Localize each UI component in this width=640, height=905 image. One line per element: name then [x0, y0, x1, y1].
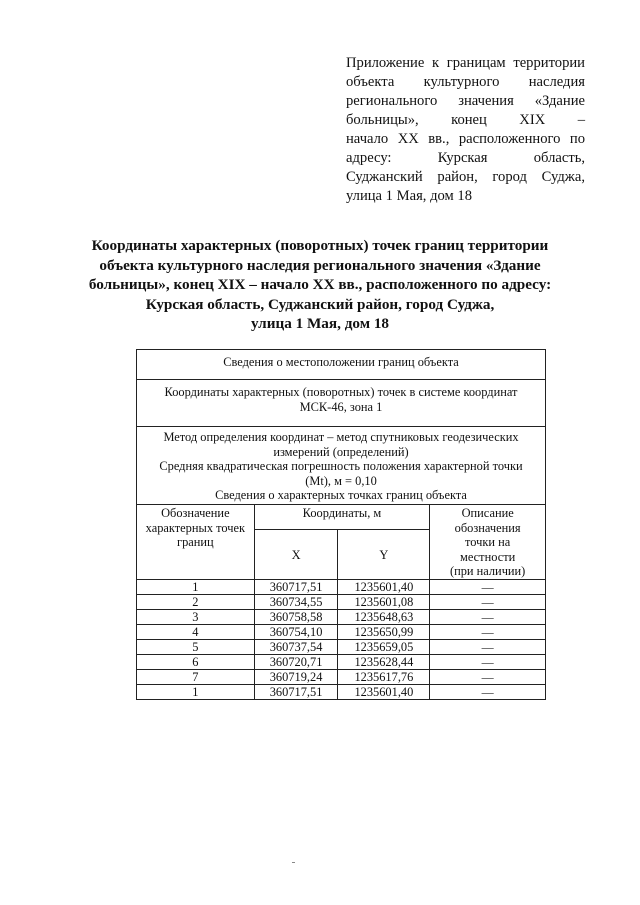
- appendix-line: больницы», конец XIX –: [346, 112, 585, 128]
- appendix-line: адресу: Курская область,: [346, 150, 585, 166]
- header-text: Описание: [461, 505, 514, 520]
- point-description: —: [430, 639, 546, 654]
- point-x: 360719,24: [254, 669, 338, 684]
- point-x: 360734,55: [254, 594, 338, 609]
- designation-header: [137, 504, 255, 579]
- point-description: —: [430, 684, 546, 699]
- appendix-line: объекта культурного наследия: [346, 74, 585, 90]
- coordinates-table: [136, 349, 546, 700]
- appendix-note: [346, 54, 585, 206]
- point-description: —: [430, 624, 546, 639]
- page-mark: [292, 862, 295, 863]
- point-number: 3: [137, 609, 255, 624]
- header-text: местности: [460, 549, 516, 564]
- point-x: 360720,71: [254, 654, 338, 669]
- point-x: 360717,51: [254, 684, 338, 699]
- appendix-line: регионального значения «Здание: [346, 93, 585, 109]
- x-header: X: [254, 529, 338, 579]
- point-x: 360737,54: [254, 639, 338, 654]
- coordinate-system-cell: [137, 380, 546, 427]
- coordinates-header: Координаты, м: [254, 504, 430, 529]
- appendix-line: Приложение к границам территории: [346, 55, 585, 71]
- point-description: —: [430, 579, 546, 594]
- point-number: 6: [137, 654, 255, 669]
- point-number: 4: [137, 624, 255, 639]
- appendix-line: Суджанский район, город Суджа,: [346, 169, 585, 185]
- header-text: обозначения: [454, 520, 521, 535]
- table-row: [137, 579, 546, 594]
- header-text: характерных точек: [145, 520, 245, 535]
- point-y: 1235659,05: [338, 639, 430, 654]
- table-row: [137, 684, 546, 699]
- header-text: границ: [177, 535, 214, 550]
- point-description: —: [430, 609, 546, 624]
- method-line: Метод определения координат – метод спутниковых геодезических: [163, 430, 519, 444]
- title-line: улица 1 Мая, дом 18: [250, 315, 390, 332]
- title-line: объекта культурного наследия регионального значения «Здание: [99, 256, 541, 274]
- point-number: 2: [137, 594, 255, 609]
- point-y: 1235601,40: [338, 684, 430, 699]
- header-text: точки на: [465, 535, 511, 550]
- point-y: 1235617,76: [338, 669, 430, 684]
- point-y: 1235650,99: [338, 624, 430, 639]
- point-number: 7: [137, 669, 255, 684]
- point-y: 1235601,08: [338, 594, 430, 609]
- table-row: [137, 654, 546, 669]
- header-text: (при наличии): [449, 564, 526, 579]
- point-y: 1235601,40: [338, 579, 430, 594]
- error-line: Средняя квадратическая погрешность положения характерной точки: [159, 459, 523, 474]
- point-y: 1235628,44: [338, 654, 430, 669]
- title-line: Координаты характерных (поворотных) точек границ территории: [91, 237, 549, 254]
- table-row: [137, 594, 546, 609]
- point-x: 360717,51: [254, 579, 338, 594]
- table-row: [137, 609, 546, 624]
- location-header: Сведения о местоположении границ объекта: [137, 350, 546, 380]
- table-row: [137, 669, 546, 684]
- points-header: Сведения о характерных точках границ объекта: [215, 488, 467, 503]
- method-line: измерений (определений): [273, 444, 409, 459]
- point-x: 360758,58: [254, 609, 338, 624]
- document-title: [70, 236, 570, 334]
- point-description: —: [430, 669, 546, 684]
- method-cell: [137, 427, 546, 505]
- appendix-line: начало XX вв., расположенного по: [346, 131, 585, 147]
- title-line: больницы», конец XIX – начало XX вв., расположенного по адресу:: [88, 276, 552, 293]
- appendix-line: улица 1 Мая, дом 18: [346, 188, 473, 204]
- error-value: (Mt), м = 0,10: [305, 473, 377, 488]
- point-number: 5: [137, 639, 255, 654]
- title-line: Курская область, Суджанский район, город Суджа,: [145, 295, 495, 313]
- table-row: [137, 639, 546, 654]
- point-y: 1235648,63: [338, 609, 430, 624]
- point-x: 360754,10: [254, 624, 338, 639]
- point-description: —: [430, 654, 546, 669]
- coordinate-system-line: Координаты характерных (поворотных) точек в системе координат: [164, 385, 518, 399]
- y-header: Y: [338, 529, 430, 579]
- table-row: [137, 624, 546, 639]
- point-number: 1: [137, 684, 255, 699]
- coordinate-system-zone: МСК-46, зона 1: [299, 399, 383, 414]
- point-description: —: [430, 594, 546, 609]
- point-number: 1: [137, 579, 255, 594]
- description-header: [430, 504, 546, 579]
- header-text: Обозначение: [161, 505, 230, 520]
